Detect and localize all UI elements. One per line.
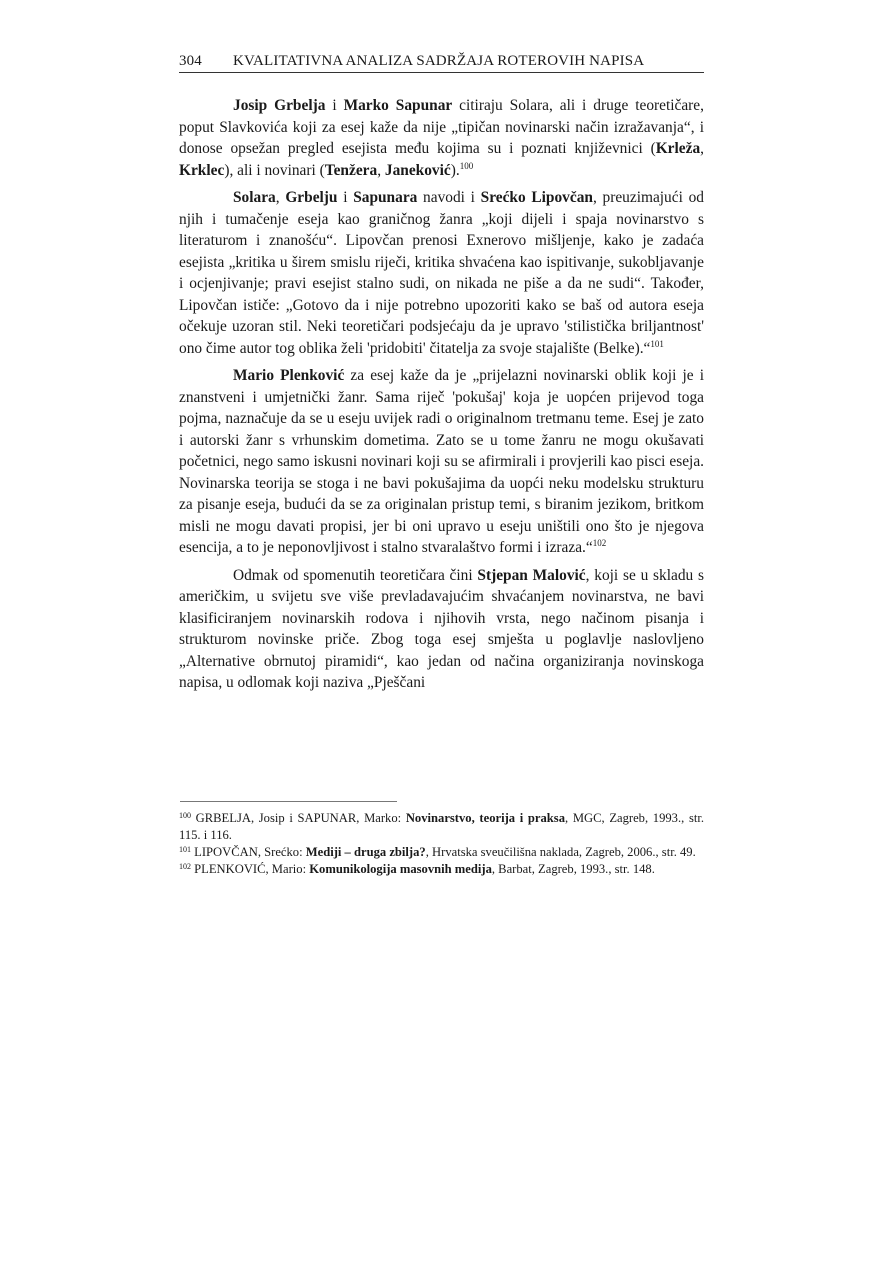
text-run: za esej kaže da je „prijelazni novinarski oblik koji je i znanstveni i umjetnički žanr. Sama riječ 'pokušaj' koja je uopćen prijevod toga pojma, naznačuje da se u eseju uvijek radi o originalnom tretmanu teme. Esej je zato i autorski žanr s vrhunskim dometima. Zato se u tome žanru ne mogu okušavati početnici, nego samo iskusni novinari koji su se afirmirali i provjerili kao pisci eseja. Novinarska teorija se stoga i ne bavi pokušajima da uopći neku modelsku strukturu za pisanje eseja, budući da se za originalan pristup temi, s biranim jezikom, britkom misli ne mogu davati propisi, jer bi oni upravo u eseju uništili ono što je njegova esencija, a to je neponovljivost i stalno stvaralaštvo formi i izraza.“: [179, 367, 704, 556]
bold-name: Tenžera: [324, 161, 378, 179]
text-run: LIPOVČAN, Srećko:: [191, 845, 306, 859]
footnotes: [179, 810, 704, 878]
footnote-reference[interactable]: 102: [592, 538, 607, 548]
paragraph: [179, 365, 704, 559]
page-number: 304: [179, 53, 202, 69]
footnote-separator: [180, 801, 397, 802]
paragraph: [179, 95, 704, 181]
bold-name: Stjepan Malović: [477, 566, 586, 584]
body-text: [179, 95, 704, 694]
bold-name: Srećko Lipovčan: [480, 189, 593, 206]
bold-name: Krleža: [655, 140, 701, 157]
text-run: ,: [275, 189, 286, 206]
bold-name: Mediji – druga zbilja?: [305, 845, 426, 859]
footnote: [179, 810, 704, 844]
text-run: i: [325, 97, 344, 114]
footnote-reference[interactable]: 101: [650, 338, 664, 349]
bold-name: Marko Sapunar: [343, 97, 453, 114]
paragraph: [179, 187, 704, 359]
running-header: [179, 52, 704, 73]
text-run: citiraju Solara, ali i druge teoretičare, poput Slavkovića koji za esej kaže da nije „tipičan novinarski način izražavanja“, i donose opsežan pregled esejista među kojima su i poznati književnici (: [179, 97, 704, 157]
bold-name: Sapunara: [353, 189, 418, 206]
footnote-number: 102: [179, 862, 191, 871]
footnote-reference[interactable]: 100: [459, 160, 474, 171]
text-run: , preuzimajući od njih i tumačenje eseja kao graničnog žanra „koji dijeli i spaja novinarstvo s literaturom i znanošću“. Lipovčan prenosi Exnerovo mišljenje, kako je zadaća esejista „kritika u širem smislu riječi, kritika shvaćena kao ispitivanje, sukobljavanje i ocjenjivanje; pravi esejist stalno sudi, on nikada ne piše a da ne sudi“. Također, Lipovčan ističe: „Gotovo da i nije potrebno upozoriti kako se baš od autora eseja očekuje uzoran stil. Neki teoretičari podsjećaju da je upravo 'stilistička briljantnost' ono čime autor tog oblika želi 'pridobiti' čitatelja za svoje stajalište (Belke).“: [179, 189, 704, 357]
bold-name: Mario Plenković: [233, 367, 345, 384]
text-run: ,: [700, 140, 704, 157]
text-run: , koji se u skladu s američkim, u svijetu sve više prevladavajućim shvaćanjem novinarstva, ne bavi klasificiranjem novinarskih rodova i njihovih vrsta, nego načinom pisanja i strukturom novinske priče. Zbog toga esej smješta u poglavlje naslovljeno „Alternative obrnutoj piramidi“, kao jedan od načina organiziranja novinskoga napisa, u odlomak koji naziva „Pješčani: [179, 566, 704, 691]
text-run: ).: [450, 161, 460, 179]
text-run: Odmak od spomenutih teoretičara čini: [233, 566, 478, 584]
footnote: [179, 844, 704, 861]
page: [179, 52, 704, 700]
text-run: navodi i: [417, 189, 481, 206]
text-run: PLENKOVIĆ, Mario:: [191, 862, 310, 876]
footnote-number: 101: [179, 845, 191, 854]
text-run: ,: [377, 161, 385, 179]
text-run: GRBELJA, Josip i SAPUNAR, Marko:: [191, 811, 406, 825]
bold-name: Komunikologija masovnih medija: [309, 862, 492, 876]
bold-name: Grbelju: [285, 189, 338, 206]
paragraph: [179, 565, 704, 694]
text-run: , Hrvatska sveučilišna naklada, Zagreb, 2006., str. 49.: [425, 845, 696, 859]
bold-name: Novinarstvo, teorija i praksa: [405, 811, 565, 825]
bold-name: Solara: [233, 189, 276, 206]
text-run: ), ali i novinari (: [224, 161, 325, 179]
text-run: , Barbat, Zagreb, 1993., str. 148.: [491, 862, 655, 876]
bold-name: Janeković: [384, 161, 451, 179]
chapter-title: KVALITATIVNA ANALIZA SADRŽAJA ROTEROVIH NAPISA: [233, 53, 645, 69]
bold-name: Krklec: [179, 161, 225, 179]
text-run: , MGC, Zagreb, 1993., str. 115. i 116.: [179, 811, 704, 842]
bold-name: Josip Grbelja: [233, 97, 326, 114]
text-run: i: [337, 189, 354, 206]
footnote-number: 100: [179, 811, 191, 820]
footnote: [179, 861, 704, 878]
